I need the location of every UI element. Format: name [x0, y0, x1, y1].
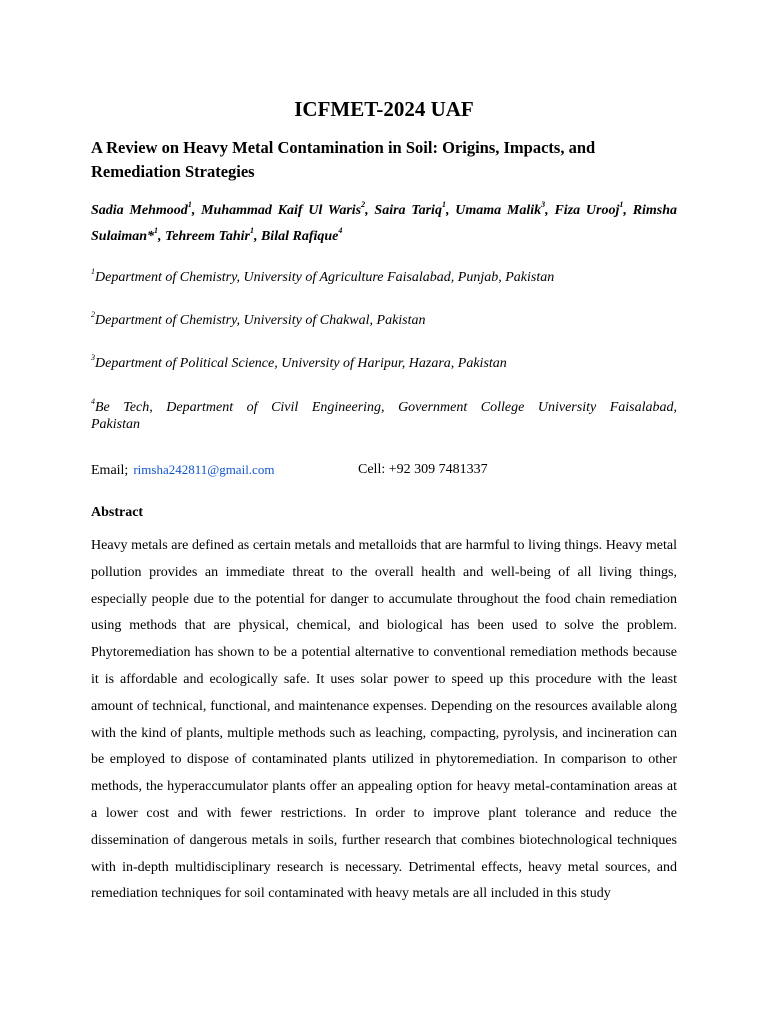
- abstract-heading: Abstract: [91, 505, 144, 520]
- affiliation-3: [91, 355, 677, 372]
- email-label: Email;: [91, 463, 129, 478]
- affiliation-text: Department of Chemistry, University of Chakwal, Pakistan: [95, 313, 426, 328]
- author-name: Umama Malik: [455, 203, 542, 218]
- author-list: Sadia Mehmood$^1$, Muhammad Kaif Ul Waris$^2$, Saira Tariq$^1$, Umama Malik$^3$, Fiza Urooj$^1$, Rimsha Sulaiman*$^1$, Tehreem Tahir$^1$, Bilal Rafique$^4$: [91, 200, 678, 244]
- author-affiliation-marker: 1: [187, 200, 192, 210]
- cell-number: Cell: +92 309 7481337: [358, 462, 488, 477]
- affiliation-text: Department of Chemistry, University of Agriculture Faisalabad, Punjab, Pakistan: [95, 270, 555, 285]
- author-affiliation-marker: 1: [154, 226, 159, 236]
- affiliation-marker: 3: [91, 353, 95, 363]
- author-name: Fiza Urooj: [554, 203, 620, 218]
- author-affiliation-marker: 1: [441, 200, 446, 210]
- author-name: Tehreem Tahir: [165, 229, 250, 244]
- affiliation-marker: 1: [91, 267, 95, 277]
- affiliation-text-continued: Pakistan: [91, 417, 140, 432]
- author-affiliation-marker: 4: [338, 226, 343, 236]
- affiliation-marker: 2: [91, 310, 95, 320]
- affiliation-marker: 4: [91, 397, 95, 407]
- abstract-body: Heavy metals are defined as certain metals and metalloids that are harmful to living things. Heavy metal pollution provides an immediate threat to the overall health and well-being of all living things, especially people due to the potential for danger to accumulate throughout the food chain remediation using methods that are physical, chemical, and biological has been used to solve the problem. Phytoremediation has shown to be a potential alternative to conventional remediation methods because it is affordable and ecologically safe. It uses solar power to speed up this procedure with the least amount of technical, functional, and maintenance expenses. Depending on the resources available along with the kind of plants, multiple methods such as leaching, compacting, pyrolysis, and incineration can be employed to dispose of contaminated plants utilized in phytoremediation. In comparison to other methods, the hyperaccumulator plants offer an appealing option for heavy metal-contamination areas at a lower cost and with fewer restrictions. In order to improve plant tolerance and reduce the dissemination of dangerous metals in soils, further research that combines biotechnological techniques with in-depth multidisciplinary research is necessary. Detrimental effects, heavy metal sources, and remediation techniques for soil contaminated with heavy metals are all included in this study: [91, 538, 677, 902]
- affiliation-1: [91, 269, 677, 286]
- affiliation-2: [91, 312, 677, 329]
- affiliation-line: [91, 399, 677, 416]
- author-affiliation-marker: 2: [361, 200, 366, 210]
- affiliation-text: Department of Political Science, University of Haripur, Hazara, Pakistan: [95, 356, 507, 371]
- author-name: Rimsha Sulaiman*: [91, 203, 678, 244]
- paper-title: A Review on Heavy Metal Contamination in Soil: Origins, Impacts, and Remediation Strategies: [91, 138, 596, 181]
- conference-title: ICFMET-2024 UAF: [294, 97, 474, 121]
- author-affiliation-marker: 3: [541, 200, 546, 210]
- author-affiliation-marker: 1: [619, 200, 624, 210]
- author-name: Muhammad Kaif Ul Waris: [201, 203, 362, 218]
- contact-info: [91, 461, 677, 480]
- author-name: Bilal Rafique: [260, 229, 339, 244]
- email-link[interactable]: rimsha242811@gmail.com: [133, 462, 275, 477]
- affiliation-text: Be Tech, Department of Civil Engineering, Government College University Faisalabad,: [95, 400, 677, 415]
- author-name: Saira Tariq: [374, 203, 442, 218]
- affiliation-4: [91, 399, 677, 433]
- author-name: Sadia Mehmood: [91, 203, 188, 218]
- author-affiliation-marker: 1: [249, 226, 254, 236]
